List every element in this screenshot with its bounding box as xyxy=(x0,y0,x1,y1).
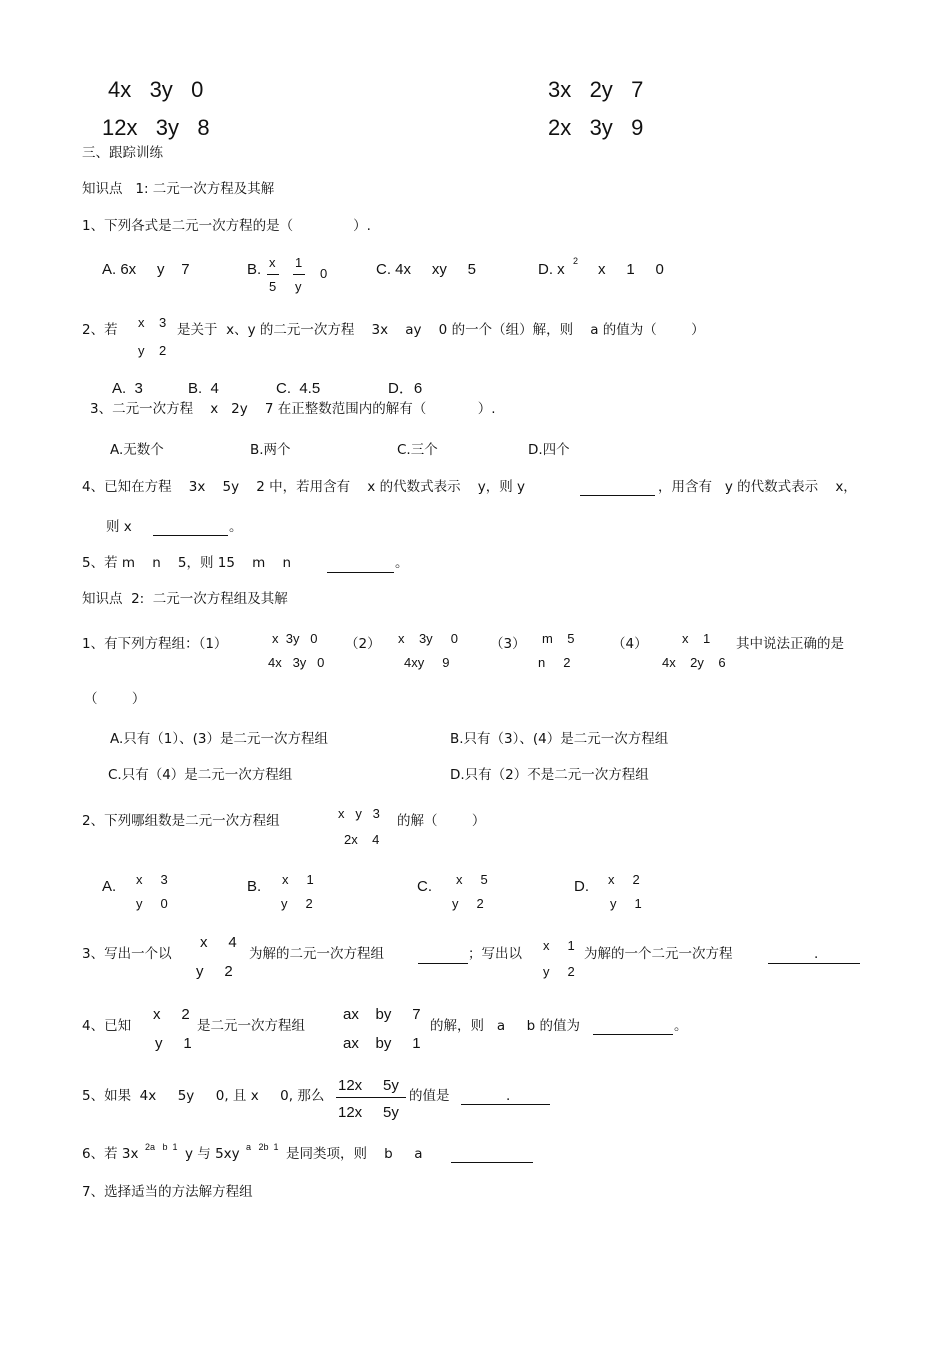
kp2-q3-sys1a: x 4 xyxy=(200,934,237,951)
kp2-q2-stem: 2、下列哪组数是二元一次方程组 xyxy=(82,813,280,829)
kp2-q1-sys1b: 4x 3y 0 xyxy=(268,655,325,670)
answer-blank[interactable] xyxy=(580,495,655,496)
kp2-q1-option-b: B.只有（3）、(4）是二元一次方程组 xyxy=(450,731,669,747)
kp2-q3-mid2: ；写出以 xyxy=(468,946,522,962)
kp2-q1-sys3a: m 5 xyxy=(542,631,575,646)
kp2-q1-option-a: A.只有（1）、(3）是二元一次方程组 xyxy=(110,731,328,747)
kp1-q2-sys2: y 2 xyxy=(138,343,167,358)
answer-blank[interactable] xyxy=(593,1034,673,1035)
answer-blank[interactable] xyxy=(461,1104,550,1105)
kp2-q3-end: 为解的一个二元一次方程 xyxy=(584,946,733,962)
kp1-q2-sys1: x 3 xyxy=(138,315,167,330)
kp2-q1-label2: （2） xyxy=(345,636,381,652)
kp2-q4-end: 的解，则 a b 的值为 xyxy=(430,1018,580,1034)
kp1-q1-option-c: C. 4x xy 5 xyxy=(376,261,477,278)
kp2-q3-prefix: 3、写出一个以 xyxy=(82,946,172,962)
kp1-q4-line2: 则 x xyxy=(106,519,132,535)
kp1-q4-line1-end: ，用含有 y 的代数式表示 x， xyxy=(658,479,857,495)
kp2-q1-option-d: D.只有（2）不是二元一次方程组 xyxy=(450,767,649,783)
kp1-q1-option-d-main: D. x xyxy=(538,261,565,278)
kp1-q1-option-b-num1: x xyxy=(269,255,276,270)
kp1-q1-option-b-label: B. xyxy=(247,261,262,278)
kp2-q2-end: 的解（ ） xyxy=(397,813,486,829)
top-right-eq1: 3x 2y 7 xyxy=(548,77,644,102)
kp1-q2-prefix: 2、若 xyxy=(82,322,118,338)
fraction-bar xyxy=(267,274,279,275)
answer-blank[interactable] xyxy=(768,963,860,964)
kp2-q2-option-b-label: B. xyxy=(247,878,262,895)
kp2-title: 知识点 2: 二元一次方程组及其解 xyxy=(82,591,288,607)
kp1-q3-option-c: C.三个 xyxy=(397,442,438,458)
kp2-q4-sys1a: x 2 xyxy=(153,1006,190,1023)
kp1-q3-option-a: A.无数个 xyxy=(110,442,164,458)
kp1-q1-option-a: A. 6x y 7 xyxy=(102,261,190,278)
kp2-q4-prefix: 4、已知 xyxy=(82,1018,132,1034)
fraction-bar xyxy=(293,274,305,275)
kp2-q2-option-b-x: x 1 xyxy=(282,872,314,887)
kp2-q7-stem: 7、选择适当的方法解方程组 xyxy=(82,1184,253,1200)
kp2-q1-option-c: C.只有（4）是二元一次方程组 xyxy=(108,767,293,783)
kp2-q6-mid: y 与 5xy xyxy=(185,1146,240,1162)
kp2-q6-end: 是同类项，则 b a xyxy=(286,1146,423,1162)
kp2-q1-sys4b: 4x 2y 6 xyxy=(662,655,726,670)
fraction-bar xyxy=(336,1097,406,1098)
kp1-q4-line2-end: 。 xyxy=(229,519,243,535)
kp2-q1-label3: （3） xyxy=(490,636,526,652)
kp2-q5-numerator: 12x 5y xyxy=(338,1077,399,1094)
kp1-q1-option-d-sup: 2 xyxy=(573,256,579,266)
kp2-q2-option-c-y: y 2 xyxy=(452,896,484,911)
kp2-q1-prefix: 1、有下列方程组：（1） xyxy=(82,636,228,652)
answer-blank[interactable] xyxy=(418,963,468,964)
kp2-q2-option-d-label: D. xyxy=(574,878,589,895)
kp1-q2-option-b: B. 4 xyxy=(188,380,219,397)
kp2-q1-paren: （ ） xyxy=(84,691,146,707)
kp2-q1-sys1a: x 3y 0 xyxy=(272,631,318,646)
kp2-q3-dot: . xyxy=(814,946,819,962)
kp1-q3-stem: 3、二元一次方程 x 2y 7 在正整数范围内的解有（ ）. xyxy=(90,401,496,417)
kp2-q1-sys2b: 4xy 9 xyxy=(404,655,450,670)
kp1-q5-stem: 5、若 m n 5，则 15 m n xyxy=(82,555,292,571)
kp2-q3-mid: 为解的二元一次方程组 xyxy=(249,946,384,962)
kp2-q2-option-c-label: C. xyxy=(417,878,432,895)
kp2-q1-sys2a: x 3y 0 xyxy=(398,631,458,646)
kp1-q1-option-b-zero: 0 xyxy=(320,266,328,281)
top-left-eq1: 4x 3y 0 xyxy=(108,77,204,102)
kp1-q2-option-a: A. 3 xyxy=(112,380,143,397)
kp1-title: 知识点 1: 二元一次方程及其解 xyxy=(82,181,275,197)
kp2-q4-sys2a: ax by 7 xyxy=(343,1006,421,1023)
kp1-q2-option-d: D．6 xyxy=(388,380,423,397)
kp2-q6-sup2: a 2b 1 xyxy=(246,1142,279,1152)
kp2-q1-sys3b: n 2 xyxy=(538,655,571,670)
kp2-q4-mid: 是二元一次方程组 xyxy=(197,1018,305,1034)
kp2-q5-denominator: 12x 5y xyxy=(338,1104,399,1121)
kp2-q5-prefix: 5、如果 4x 5y 0, 且 x 0, 那么 xyxy=(82,1088,325,1104)
kp2-q3-sys1b: y 2 xyxy=(196,963,233,980)
kp2-q2-option-a-x: x 3 xyxy=(136,872,168,887)
kp2-q2-option-d-x: x 2 xyxy=(608,872,640,887)
kp2-q2-option-d-y: y 1 xyxy=(610,896,642,911)
section-title: 三、跟踪训练 xyxy=(82,145,163,161)
kp2-q5-end: 的值是 xyxy=(409,1088,450,1104)
kp2-q2-sys2: 2x 4 xyxy=(344,832,380,847)
kp2-q3-sys2b: y 2 xyxy=(543,964,575,979)
answer-blank[interactable] xyxy=(327,572,394,573)
kp1-q1-option-b-num2: 1 xyxy=(295,255,303,270)
kp2-q2-option-a-label: A. xyxy=(102,878,117,895)
kp2-q3-sys2a: x 1 xyxy=(543,938,575,953)
kp2-q1-suffix: 其中说法正确的是 xyxy=(736,636,844,652)
kp2-q1-label4: （4） xyxy=(612,636,648,652)
kp1-q3-option-b: B.两个 xyxy=(250,442,291,458)
kp2-q6-sup1: 2a b 1 xyxy=(145,1142,178,1152)
kp2-q2-sys1: x y 3 xyxy=(338,806,380,821)
kp1-q1-option-d-rest: x 1 0 xyxy=(598,261,664,278)
kp1-q3-option-d: D.四个 xyxy=(528,442,570,458)
answer-blank[interactable] xyxy=(451,1162,533,1163)
kp1-q2-option-c: C. 4.5 xyxy=(276,380,321,397)
kp2-q2-option-c-x: x 5 xyxy=(456,872,488,887)
kp1-q1-option-b-den2: y xyxy=(295,279,302,294)
kp2-q2-option-a-y: y 0 xyxy=(136,896,168,911)
kp2-q6-prefix: 6、若 3x xyxy=(82,1146,139,1162)
answer-blank[interactable] xyxy=(153,535,228,536)
top-left-eq2: 12x 3y 8 xyxy=(102,115,210,140)
kp1-q4-line1: 4、已知在方程 3x 5y 2 中，若用含有 x 的代数式表示 y，则 y xyxy=(82,479,526,495)
kp2-q5-dot: . xyxy=(506,1088,511,1104)
top-right-eq2: 2x 3y 9 xyxy=(548,115,644,140)
kp1-q1-stem: 1、下列各式是二元一次方程的是（ ）. xyxy=(82,218,371,234)
kp1-q1-option-b-den1: 5 xyxy=(269,279,277,294)
kp2-q4-end2: 。 xyxy=(674,1018,688,1034)
kp2-q1-sys4a: x 1 xyxy=(682,631,711,646)
kp1-q2-text: 是关于 x、y 的二元一次方程 3x ay 0 的一个（组）解，则 a 的值为（ ） xyxy=(177,322,705,338)
kp2-q2-option-b-y: y 2 xyxy=(281,896,313,911)
kp2-q4-sys2b: ax by 1 xyxy=(343,1035,421,1052)
kp1-q5-end: 。 xyxy=(395,555,409,571)
kp2-q4-sys1b: y 1 xyxy=(155,1035,192,1052)
